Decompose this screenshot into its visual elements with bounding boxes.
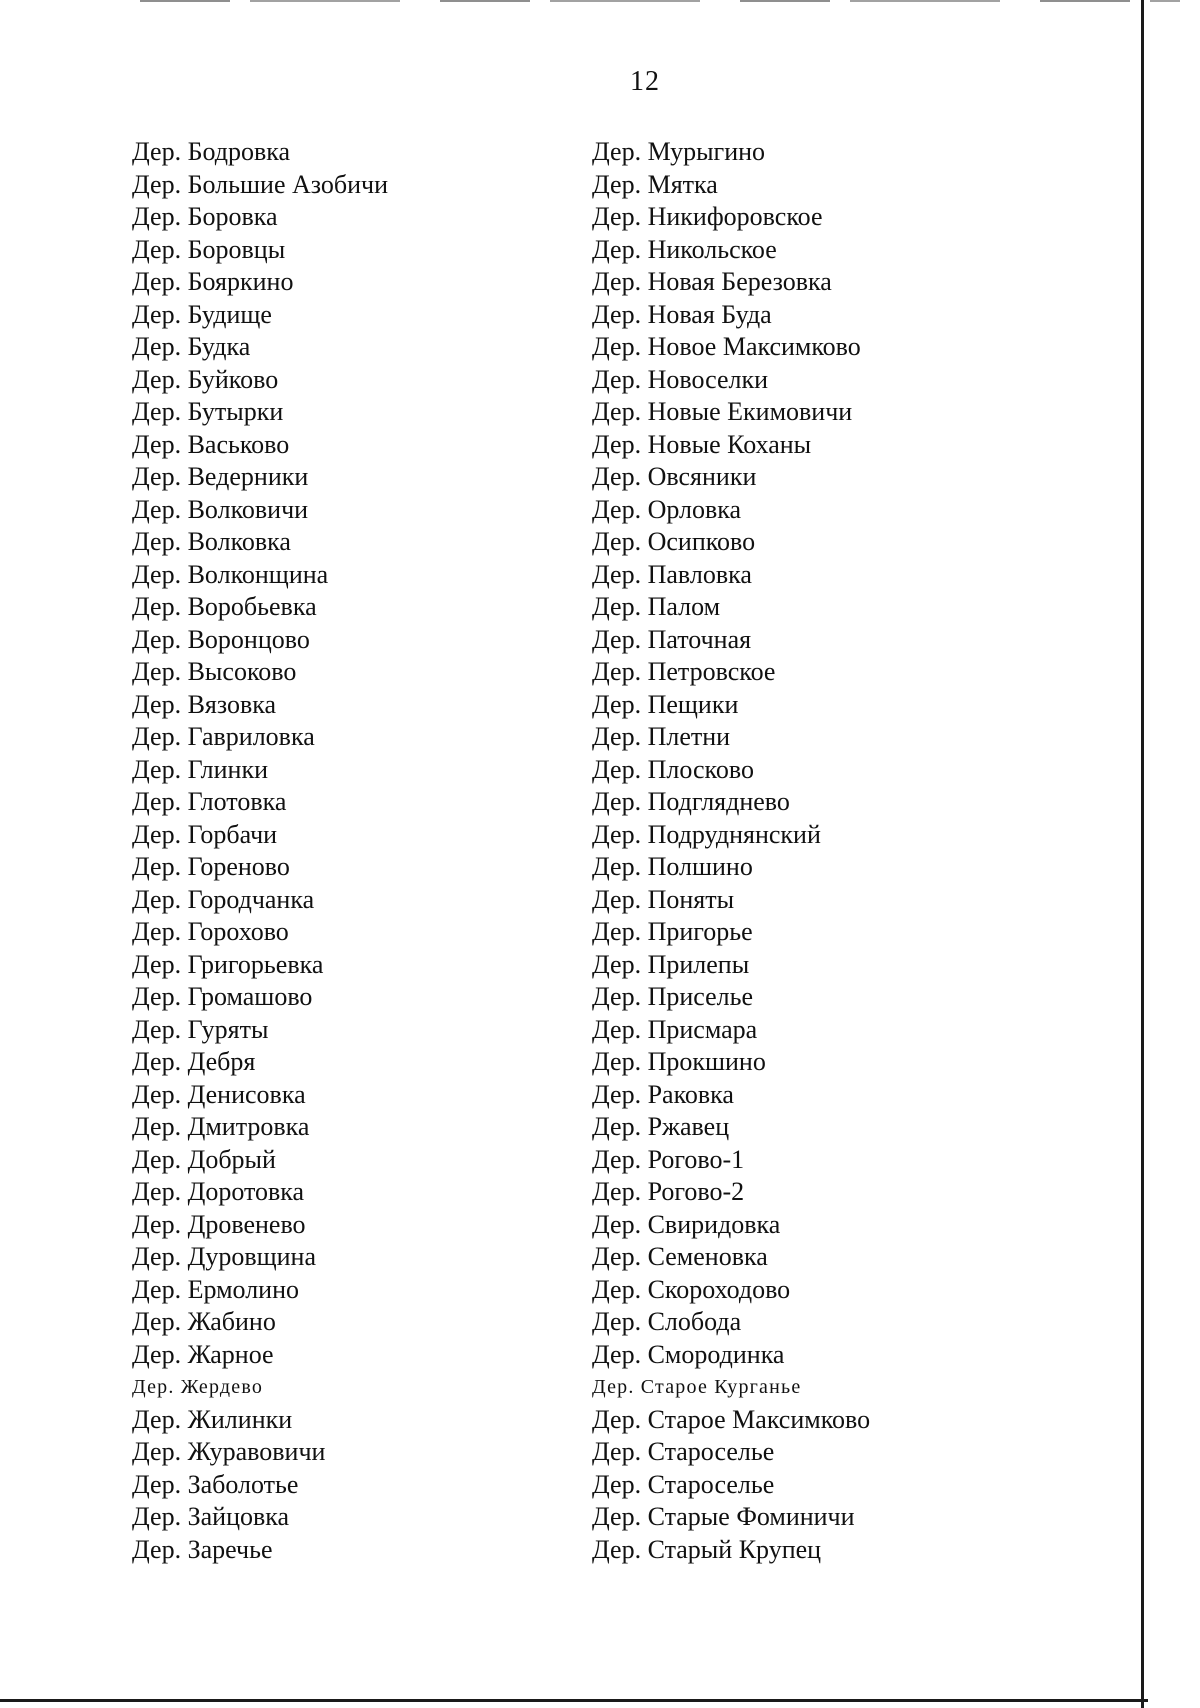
list-item: Дер. Рогово-2	[592, 1177, 745, 1206]
list-item: Дер. Горбачи	[132, 819, 278, 849]
list-item: Дер. Громашово	[132, 982, 313, 1011]
list-item: Дер. Пещики	[592, 689, 739, 719]
list-item: Дер. Павловка	[592, 559, 752, 589]
list-item: Дер. Мятка	[592, 169, 718, 199]
list-item: Дер. Жилинки	[132, 1404, 293, 1434]
list-item: Дер. Боровка	[132, 202, 278, 231]
list-item: Дер. Зайцовка	[132, 1502, 290, 1531]
list-item: Дер. Воронцово	[132, 624, 310, 654]
list-item: Дер. Осипково	[592, 527, 756, 556]
list-item: Дер. Поняты	[592, 884, 735, 914]
list-item: Дер. Добрый	[132, 1144, 276, 1174]
list-item: Дер. Ведерники	[132, 462, 309, 491]
list-item: Дер. Новое Максимково	[592, 332, 861, 361]
list-item: Дер. Паточная	[592, 624, 752, 654]
list-item: Дер. Раковка	[592, 1079, 734, 1109]
right-column-list	[592, 136, 870, 1566]
list-item: Дер. Григорьевка	[132, 949, 324, 979]
list-item: Дер. Жердево	[132, 1376, 264, 1398]
list-item: Дер. Боровцы	[132, 234, 286, 264]
list-item: Дер. Волковка	[132, 527, 291, 556]
list-item: Дер. Жарное	[132, 1339, 274, 1369]
list-item: Дер. Новые Екимовичи	[592, 397, 853, 426]
list-item: Дер. Большие Азобичи	[132, 169, 389, 199]
list-item: Дер. Дебря	[132, 1047, 256, 1076]
list-item: Дер. Свиридовка	[592, 1209, 781, 1239]
list-item: Дер. Воробьевка	[132, 592, 317, 621]
list-item: Дер. Прокшино	[592, 1047, 766, 1076]
list-item: Дер. Городчанка	[132, 884, 315, 914]
list-item: Дер. Старое Максимково	[592, 1404, 871, 1434]
list-item: Дер. Приселье	[592, 982, 754, 1011]
list-item: Дер. Никифоровское	[592, 202, 823, 231]
list-item: Дер. Гавриловка	[132, 722, 315, 751]
list-item: Дер. Гуряты	[132, 1014, 269, 1044]
scan-edge-right	[1141, 0, 1144, 1708]
list-item: Дер. Буйково	[132, 364, 279, 394]
list-item: Дер. Глинки	[132, 754, 269, 784]
scan-edge-bottom	[0, 1699, 1148, 1702]
list-item: Дер. Подруднянский	[592, 819, 821, 849]
list-item: Дер. Новая Березовка	[592, 267, 832, 296]
list-item: Дер. Жабино	[132, 1307, 276, 1336]
list-item: Дер. Мурыгино	[592, 137, 766, 166]
list-item: Дер. Полшино	[592, 852, 753, 881]
list-item: Дер. Журавовичи	[132, 1437, 326, 1466]
list-item: Дер. Овсяники	[592, 462, 757, 491]
list-item: Дер. Дуровщина	[132, 1242, 316, 1271]
list-item: Дер. Семеновка	[592, 1242, 768, 1271]
list-item: Дер. Старые Фоминичи	[592, 1502, 855, 1531]
list-item: Дер. Горохово	[132, 917, 289, 946]
list-item: Дер. Скороходово	[592, 1274, 791, 1304]
list-item: Дер. Будище	[132, 299, 272, 329]
list-item: Дер. Новоселки	[592, 364, 769, 394]
list-item: Дер. Доротовка	[132, 1177, 305, 1206]
list-item: Дер. Вязовка	[132, 689, 277, 719]
page-number: 12	[630, 66, 660, 97]
list-item: Дер. Плосково	[592, 754, 754, 784]
list-item: Дер. Денисовка	[132, 1079, 306, 1109]
list-item: Дер. Староселье	[592, 1469, 775, 1499]
list-item: Дер. Высоково	[132, 657, 297, 686]
list-item: Дер. Будка	[132, 332, 251, 361]
list-item: Дер. Никольское	[592, 234, 777, 264]
list-item: Дер. Присмара	[592, 1014, 758, 1044]
list-item: Дер. Старый Крупец	[592, 1534, 822, 1564]
list-item: Дер. Глотовка	[132, 787, 287, 816]
list-item: Дер. Петровское	[592, 657, 776, 686]
list-item: Дер. Рогово-1	[592, 1144, 745, 1174]
scan-edge-top	[140, 0, 1180, 2]
list-item: Дер. Плетни	[592, 722, 731, 751]
list-item: Дер. Орловка	[592, 494, 742, 524]
list-item: Дер. Ржавец	[592, 1112, 730, 1141]
list-item: Дер. Дровенево	[132, 1209, 306, 1239]
list-item: Дер. Слобода	[592, 1307, 742, 1336]
list-item: Дер. Дмитровка	[132, 1112, 310, 1141]
list-item: Дер. Заболотье	[132, 1469, 299, 1499]
list-item: Дер. Гореново	[132, 852, 290, 881]
list-item: Дер. Староселье	[592, 1437, 775, 1466]
list-item: Дер. Новые Коханы	[592, 429, 812, 459]
list-item: Дер. Палом	[592, 592, 721, 621]
list-item: Дер. Смородинка	[592, 1339, 785, 1369]
list-item: Дер. Ермолино	[132, 1274, 299, 1304]
list-item: Дер. Васьково	[132, 429, 290, 459]
list-item: Дер. Прилепы	[592, 949, 750, 979]
list-item: Дер. Бояркино	[132, 267, 294, 296]
list-item: Дер. Волконщина	[132, 559, 329, 589]
list-item: Дер. Новая Буда	[592, 299, 772, 329]
list-item: Дер. Заречье	[132, 1534, 273, 1564]
list-item: Дер. Подгляднево	[592, 787, 790, 816]
list-item: Дер. Бодровка	[132, 137, 291, 166]
list-item: Дер. Волковичи	[132, 494, 309, 524]
list-item: Дер. Бутырки	[132, 397, 284, 426]
left-column-list	[132, 136, 388, 1566]
list-item: Дер. Старое Курганье	[592, 1376, 802, 1398]
list-item: Дер. Пригорье	[592, 917, 753, 946]
